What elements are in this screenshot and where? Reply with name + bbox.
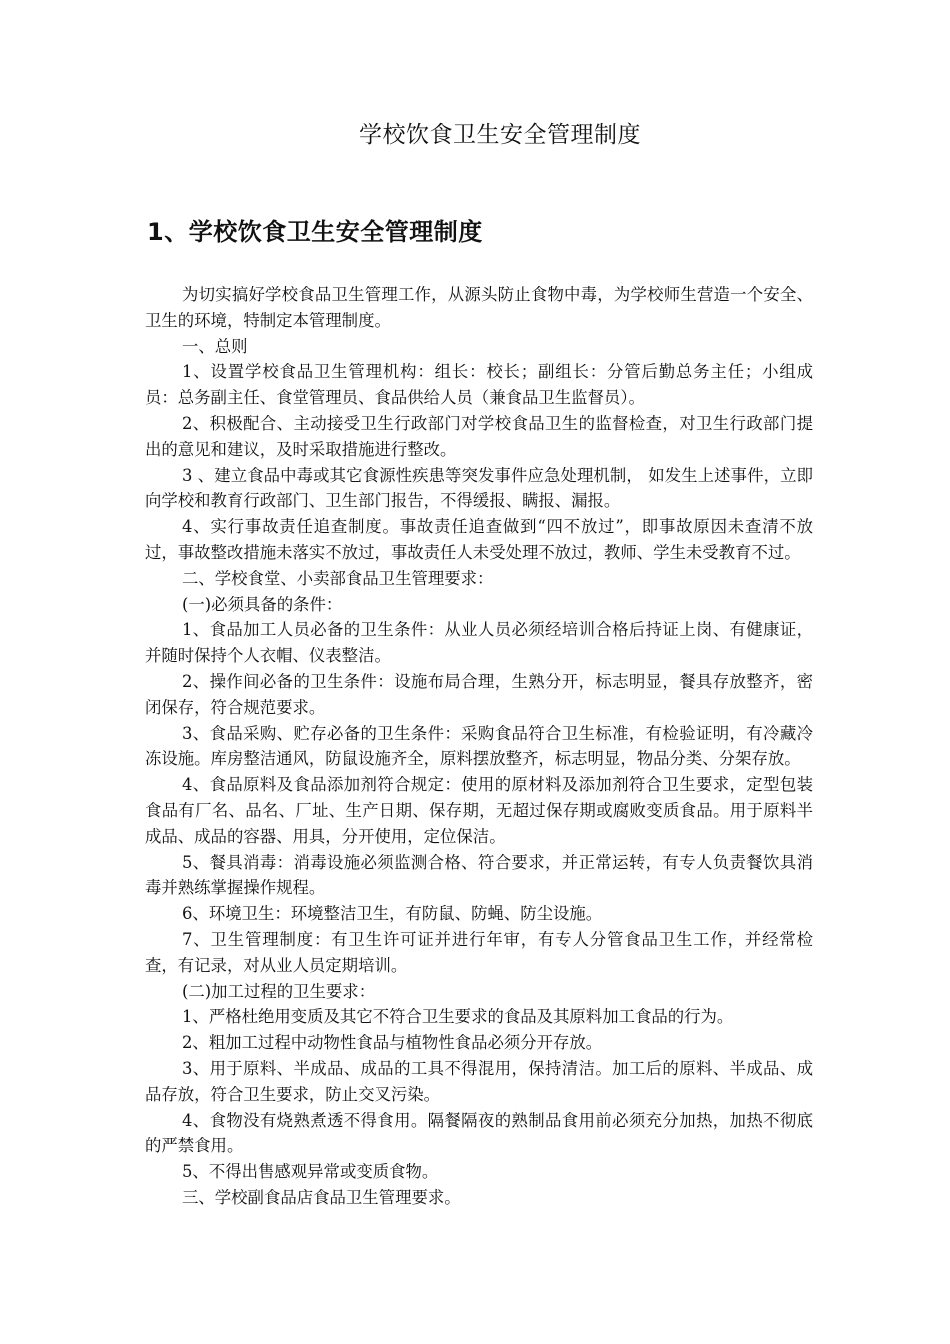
paragraph: 5、餐具消毒：消毒设施必须监测合格、符合要求，并正常运转，有专人负责餐饮具消毒并熟练掌握操作规程。 [145, 852, 813, 898]
paragraph: 1、设置学校食品卫生管理机构：组长：校长；副组长：分管后勤总务主任；小组成员：总务副主任、食堂管理员、食品供给人员（兼食品卫生监督员）。 [145, 362, 813, 408]
paragraph: 1、食品加工人员必备的卫生条件：从业人员必须经培训合格后持证上岗、有健康证，并随时保持个人衣帽、仪表整洁。 [145, 620, 813, 666]
paragraph: 3 、建立食品中毒或其它食源性疾患等突发事件应急处理机制， 如发生上述事件，立即向学校和教育行政部门、卫生部门报告，不得缓报、瞒报、漏报。 [145, 465, 813, 511]
paragraph: 3、用于原料、半成品、成品的工具不得混用，保持清洁。加工后的原料、半成品、成品存放，符合卫生要求，防止交叉污染。 [145, 1058, 813, 1104]
paragraph: 一、总则 [182, 336, 248, 356]
paragraph: 3、食品采购、贮存必备的卫生条件：采购食品符合卫生标准，有检验证明，有冷藏冷冻设施。库房整洁通风，防鼠设施齐全，原料摆放整齐，标志明显，物品分类、分架存放。 [145, 723, 813, 769]
paragraph: (一)必须具备的条件： [182, 594, 343, 614]
paragraph: 6、环境卫生：环境整洁卫生，有防鼠、防蝇、防尘设施。 [182, 904, 603, 924]
paragraph: 为切实搞好学校食品卫生管理工作，从源头防止食物中毒，为学校师生营造一个安全、卫生的环境，特制定本管理制度。 [145, 285, 813, 330]
section-heading: 1、学校饮食卫生安全管理制度 [147, 218, 483, 246]
paragraph: 5、不得出售感观异常或变质食物。 [182, 1162, 439, 1182]
paragraph: 2、操作间必备的卫生条件：设施布局合理，生熟分开，标志明显，餐具存放整齐，密闭保存，符合规范要求。 [145, 671, 813, 717]
paragraph: 2、积极配合、主动接受卫生行政部门对学校食品卫生的监督检查，对卫生行政部门提出的意见和建议，及时采取措施进行整改。 [145, 413, 813, 459]
paragraph: 2、粗加工过程中动物性食品与植物性食品必须分开存放。 [182, 1033, 603, 1053]
document-title: 学校饮食卫生安全管理制度 [359, 122, 641, 148]
document-body [145, 282, 813, 1211]
paragraph: 二、学校食堂、小卖部食品卫生管理要求： [182, 568, 494, 588]
paragraph: (二)加工过程的卫生要求： [182, 981, 376, 1001]
paragraph: 4、实行事故责任追查制度。事故责任追查做到“四不放过”，即事故原因未查清不放过，事故整改措施未落实不放过，事故责任人未受处理不放过，教师、学生未受教育不过。 [145, 517, 813, 562]
paragraph: 7、卫生管理制度：有卫生许可证并进行年审，有专人分管食品卫生工作，并经常检查，有记录，对从业人员定期培训。 [145, 929, 813, 975]
paragraph: 三、学校副食品店食品卫生管理要求。 [182, 1187, 461, 1207]
paragraph: 4、食品原料及食品添加剂符合规定：使用的原材料及添加剂符合卫生要求，定型包装食品有厂名、品名、厂址、生产日期、保存期，无超过保存期或腐败变质食品。用于原料半成品、成品的容器、用具，分开使用，定位保洁。 [145, 775, 813, 846]
paragraph: 1、严格杜绝用变质及其它不符合卫生要求的食品及其原料加工食品的行为。 [182, 1007, 734, 1027]
paragraph: 4、食物没有烧熟煮透不得食用。隔餐隔夜的熟制品食用前必须充分加热，加热不彻底的严禁食用。 [145, 1110, 813, 1156]
